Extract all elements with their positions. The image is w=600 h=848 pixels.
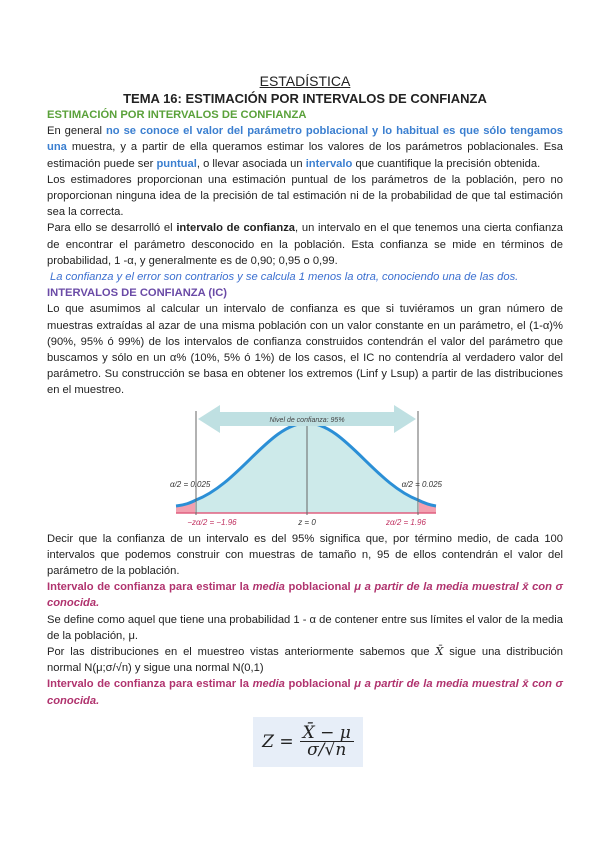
highlight-text: no se conoce el valor del parámetro poblacional y lo habitual es que sólo tengamos una	[47, 125, 563, 154]
text: Por las distribuciones en el muestreo vistas anteriormente sabemos que	[47, 646, 436, 659]
right-z-label: zα/2 = 1.96	[386, 517, 426, 527]
paragraph: Decir que la confianza de un intervalo es del 95% significa que, por término medio, de cada 100 intervalos que podemos construir con muestras de tamaño n, 95 de ellos contendrán el valor del parámetro de la población.	[47, 532, 563, 578]
text: Intervalo de confianza para estimar la	[47, 678, 253, 691]
paragraph	[47, 123, 563, 172]
text: muestra, y a partir de ella queramos estimar los valores de los parámetros poblacionales. Esa estimación puede ser	[47, 141, 563, 170]
subheading	[47, 676, 563, 708]
text: μ a partir de la media muestral x̄ con σ conocida.	[47, 678, 563, 707]
paragraph: Se define como aquel que tiene una probabilidad 1 - α de contener entre sus límites el valor de la media de la población, μ.	[47, 613, 563, 642]
paragraph: Los estimadores proporcionan una estimación puntual de los parámetros de la población, pero no proporcionan ninguna idea de la precisión de tal estimación ni de la probabilidad de que tal estimación sea la correcta.	[47, 173, 563, 219]
text: Intervalo de confianza para estimar la	[47, 581, 253, 594]
fraction	[300, 723, 354, 761]
text: sigue una distribución normal N(μ;σ/√n) y sigue una normal N(0,1)	[47, 646, 563, 675]
formula-lhs: Z =	[262, 731, 294, 752]
paragraph	[47, 220, 563, 269]
left-z-label: −zα/2 = −1.96	[187, 517, 237, 527]
math-symbol: X̄	[435, 645, 444, 659]
text: En general	[47, 125, 106, 138]
note: La confianza y el error son contrarios y se calcula 1 menos la otra, conociendo una de las dos.	[50, 271, 519, 284]
text: Para ello se desarrolló el	[47, 222, 177, 235]
text: μ a partir de la media muestral x̄ con σ conocida.	[47, 581, 563, 610]
subheading	[47, 579, 563, 611]
center-z-label: z = 0	[298, 517, 316, 527]
denominator: σ/√n	[307, 740, 347, 761]
text: media	[252, 581, 285, 594]
topic-title: TEMA 16: ESTIMACIÓN POR INTERVALOS DE CONFIANZA	[123, 91, 487, 106]
text: poblacional	[284, 581, 355, 594]
right-alpha-label: α/2 = 0.025	[401, 479, 442, 489]
section-heading: ESTIMACIÓN POR INTERVALOS DE CONFIANZA	[47, 109, 307, 121]
text: , un intervalo en el que tenemos una cierta confianza de encontrar el parámetro desconocido en la población. Esta confianza se mide en términos de probabilidad, 1 -α, y generalmente es de 0,90; 0,95 o 0,99.	[47, 222, 564, 267]
normal-distribution-figure	[170, 403, 442, 529]
highlight-text: intervalo	[305, 157, 353, 170]
text: , o llevar asociada un	[196, 157, 306, 170]
document-page	[47, 72, 563, 767]
text: media	[252, 678, 285, 691]
paragraph	[47, 644, 563, 676]
section-heading: INTERVALOS DE CONFIANZA (IC)	[47, 287, 228, 300]
bold-text: intervalo de confianza	[176, 222, 296, 235]
highlight-text: puntual	[156, 157, 197, 170]
document-title: ESTADÍSTICA	[259, 73, 351, 89]
z-formula	[253, 717, 363, 767]
paragraph: Lo que asumimos al calcular un intervalo de confianza es que si tuviéramos un gran número de muestras extraídas al azar de una misma población con un valor constante en un parámetro, el (1-α)% (90%, 95% ó 99%) de los intervalos de confianza construidos contendrán el valor del parámetro que buscamos y sólo en un α% (10%, 5% ó 1%) de los casos, el IC no contendría al verdadero valor del parámetro. Su construcción se basa en obtener los extremos (Linf y Lsup) a partir de las distribuciones en el muestreo.	[47, 303, 563, 397]
text: poblacional	[284, 678, 355, 691]
left-alpha-label: α/2 = 0.025	[170, 479, 211, 489]
text: que cuantifique la precisión obtenida.	[352, 157, 541, 170]
numerator: X̄ − μ	[300, 725, 354, 742]
arrow-label: Nivel de confianza: 95%	[269, 416, 345, 424]
